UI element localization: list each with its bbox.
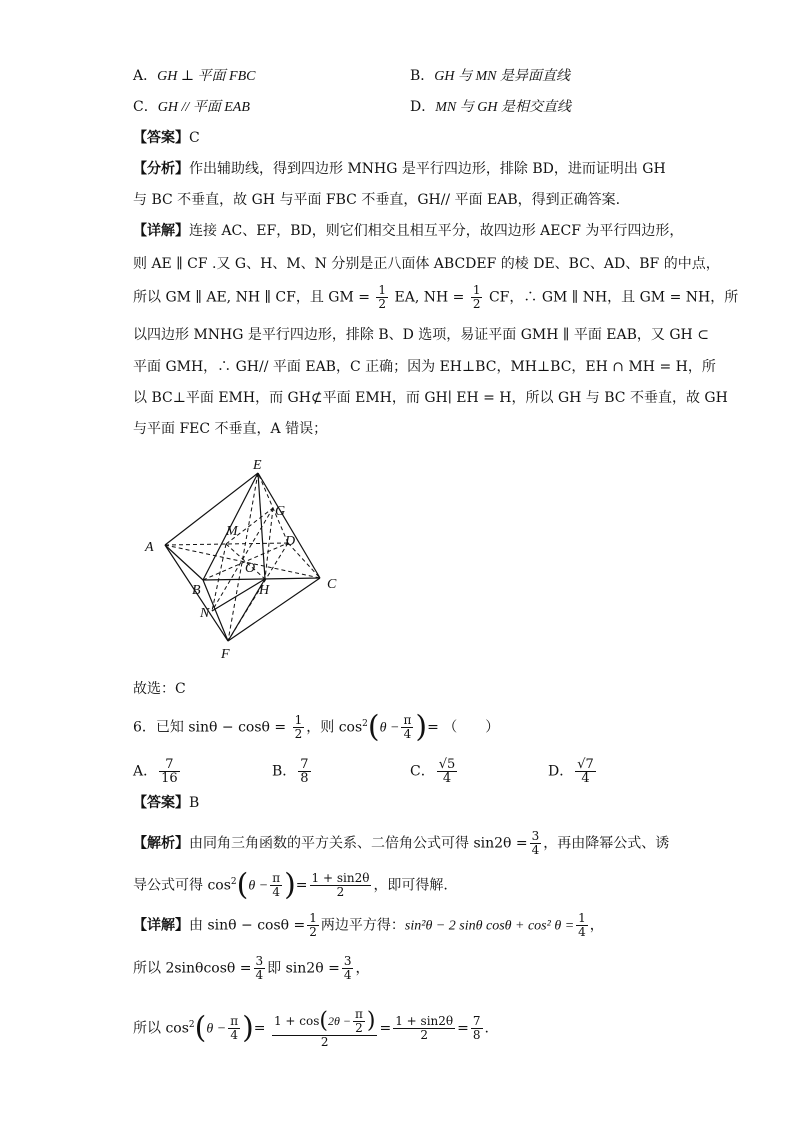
label-c: C [327, 577, 337, 592]
label-e: E [253, 458, 262, 473]
label-h: H [259, 583, 270, 598]
label-m: M [226, 524, 238, 539]
octahedron-figure [140, 455, 350, 665]
q5-detail-line6: 以 BC⊥平面 EMH，而 GH⊄平面 EMH，而 GH∣ EH = H，所以 GH 与 BC 不垂直，故 GH [133, 390, 728, 406]
label-o: O [245, 561, 256, 576]
q5-option-a: A．GH ⊥ 平面 FBC [133, 68, 256, 84]
q5-answer: 【答案】C [133, 130, 200, 146]
label-g: G [275, 504, 286, 519]
q6-answer: 【答案】B [133, 795, 200, 811]
q6-analysis-line1: 【解析】由同角三角函数的平方关系、二倍角公式可得 sin2θ = $\frac{3}{4}$ ，再由降幂公式、诱 [133, 829, 670, 857]
q6-analysis-line2: 导公式可得 $\cos^2(\theta$ − $\frac{\pi}{4}$ )= $\frac{1 + \sin 2\theta}{2}$ ，即可得解. [133, 867, 448, 903]
q6-detail-line2: 所以 2sinθcosθ = $\frac{3}{4}$ 即 sin2θ = $\frac{3}{4}$ ， [133, 954, 370, 982]
fraction-half: $\frac{1}{2}$ [378, 283, 387, 311]
q6-option-d: D． $\frac{√7}{4}$ [548, 757, 594, 786]
q6-option-c: C． $\frac{√5}{4}$ [410, 757, 456, 786]
label-b: B [192, 583, 201, 598]
q5-detail-line7: 与平面 FEC 不垂直，A 错误； [133, 421, 328, 437]
q5-option-b: B．GH 与 MN 是异面直线 [410, 68, 571, 84]
q5-choose: 故选：C [133, 681, 186, 697]
q6-option-a: A． $\frac{7}{16}$ [133, 757, 178, 786]
q6-stem: 6．已知 sinθ − cosθ = $\frac{1}{2}$ ，则 $\cos^2(\theta$ − $\frac{\pi}{4}$ )= （ ） [133, 709, 500, 745]
q5-detail-line3: 所以 GM ∥ AE, NH ∥ CF，且 GM = $\frac{1}{2}$ EA, NH = $\frac{1}{2}$ CF，∴ GM ∥ NH，且 GM = NH，所 [133, 283, 739, 311]
q5-option-c: C．GH // 平面 EAB [133, 99, 250, 115]
q5-analysis-line1: 【分析】作出辅助线，得到四边形 MNHG 是平行四边形，排除 BD，进而证明出 GH [133, 161, 666, 177]
fraction-half: $\frac{1}{2}$ [472, 283, 481, 311]
q6-option-b: B． $\frac{7}{8}$ [272, 757, 309, 786]
label-d: D [285, 534, 296, 549]
label-n: N [200, 606, 210, 621]
label-f: F [221, 647, 230, 662]
q5-detail-line2: 则 AE ∥ CF .又 G、H、M、N 分别是正八面体 ABCDEF 的棱 DE、BC、AD、BF 的中点， [133, 256, 720, 272]
q6-detail-line1: 【详解】由 sinθ − cosθ = $\frac{1}{2}$ 两边平方得：sin²θ − 2 sinθ cosθ + cos² θ = $\frac{1}{4}$ ， [133, 911, 604, 939]
q5-detail-line1: 【详解】连接 AC、EF，BD，则它们相交且相互平分，故四边形 AECF 为平行四边形， [133, 223, 684, 239]
q5-analysis-line2: 与 BC 不垂直，故 GH 与平面 FBC 不垂直，GH// 平面 EAB，得到正确答案. [133, 192, 621, 208]
label-a: A [145, 540, 154, 555]
q5-detail-line5: 平面 GMH，∴ GH// 平面 EAB，C 正确；因为 EH⊥BC，MH⊥BC，EH ∩ MH = H，所 [133, 359, 716, 375]
q5-detail-line4: 以四边形 MNHG 是平行四边形，排除 B、D 选项，易证平面 GMH ∥ 平面 EAB，又 GH ⊂ [133, 327, 709, 343]
q5-option-d: D．MN 与 GH 是相交直线 [410, 99, 571, 115]
q6-detail-line3: 所以 $\cos^2(\theta$ − $\frac{\pi}{4}$ )= 1 + cos(2θ − $\frac{\pi}{2}$ ) 2 = $\frac{1 + \sin 2\theta}{2}$ = $\frac{7}{8}$ . [133, 1007, 489, 1049]
